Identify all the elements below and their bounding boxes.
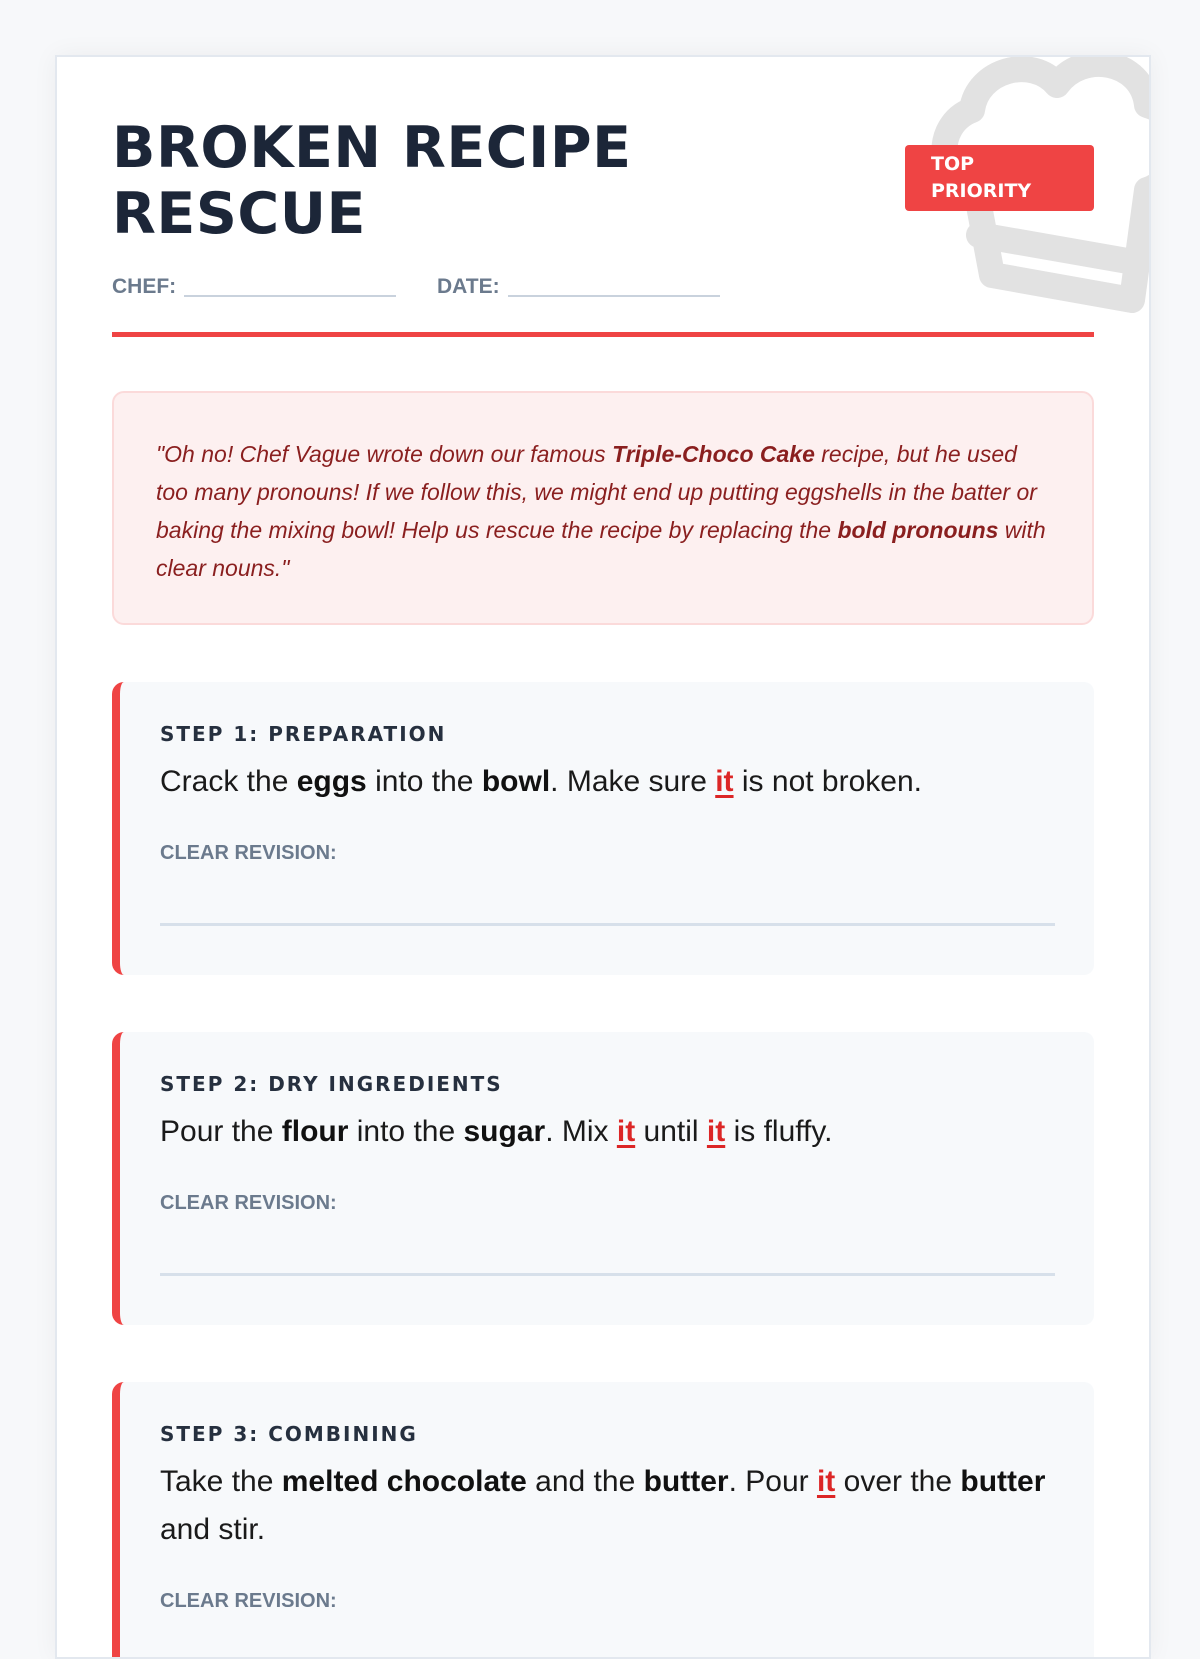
noun-word: flour [281,1115,349,1148]
chef-label: CHEF: [112,275,177,298]
chef-field [112,275,396,299]
step-card [112,1382,1094,1659]
noun-word: bowl [481,765,551,798]
noun-word: sugar [463,1115,546,1148]
step-sentence [160,758,1054,806]
sentence-text: . Mix [545,1115,617,1148]
header-divider [112,332,1094,337]
sentence-text: and stir. [160,1513,266,1546]
date-label: DATE: [437,275,500,298]
worksheet-page [55,55,1151,1659]
intro-text-2: recipe, but he used too many pronouns! If we follow this, we might end up putting eggshells in the batter or baking the mixing bowl! Help us rescue the recipe by replacing the [156,441,1037,543]
sentence-text: into the [366,765,482,798]
pronoun-word: it [616,1115,636,1148]
title-line-2: RESCUE [112,181,366,247]
sentence-text: Pour the [160,1115,282,1148]
sentence-text: into the [348,1115,464,1148]
sentence-text: is not broken. [733,765,922,798]
chef-input-line[interactable] [184,295,396,297]
intro-text-1: "Oh no! Chef Vague wrote down our famous [156,441,613,467]
revision-answer-line[interactable] [160,923,1055,926]
noun-word: butter [643,1465,729,1498]
revision-answer-line[interactable] [160,1273,1055,1276]
date-input-line[interactable] [508,295,720,297]
noun-word: melted chocolate [281,1465,527,1498]
title-line-1: BROKEN RECIPE [112,115,632,181]
sentence-text: Take the [160,1465,282,1498]
badge-line-1: TOP [931,153,975,175]
noun-word: eggs [296,765,367,798]
step-sentence [160,1108,1054,1156]
step-card [112,682,1094,975]
sentence-text: is fluffy. [725,1115,833,1148]
revision-label: CLEAR REVISION: [160,1590,337,1612]
intro-callout [112,391,1094,625]
sentence-text: Crack the [160,765,297,798]
revision-label: CLEAR REVISION: [160,842,337,864]
recipe-name: Triple-Choco Cake [612,441,815,467]
step-sentence [160,1458,1054,1554]
pronoun-word: it [715,765,734,798]
sentence-text: . Pour [728,1465,817,1498]
step-heading: STEP 3: COMBINING [160,1422,418,1446]
sentence-text: and the [526,1465,644,1498]
intro-text-3: with clear nouns." [156,517,1046,581]
sentence-text: . Make sure [550,765,716,798]
step-heading: STEP 1: PREPARATION [160,722,447,746]
priority-badge [905,145,1094,211]
pronoun-word: it [706,1115,726,1148]
intro-emphasis: bold pronouns [837,517,999,543]
badge-line-2: PRIORITY [931,180,1032,202]
sentence-text: until [635,1115,707,1148]
pronoun-word: it [816,1465,836,1498]
revision-label: CLEAR REVISION: [160,1192,337,1214]
noun-word: butter [960,1465,1046,1498]
step-card [112,1032,1094,1325]
date-field [437,275,720,299]
step-heading: STEP 2: DRY INGREDIENTS [160,1072,503,1096]
page-title [112,115,712,247]
sentence-text: over the [835,1465,961,1498]
